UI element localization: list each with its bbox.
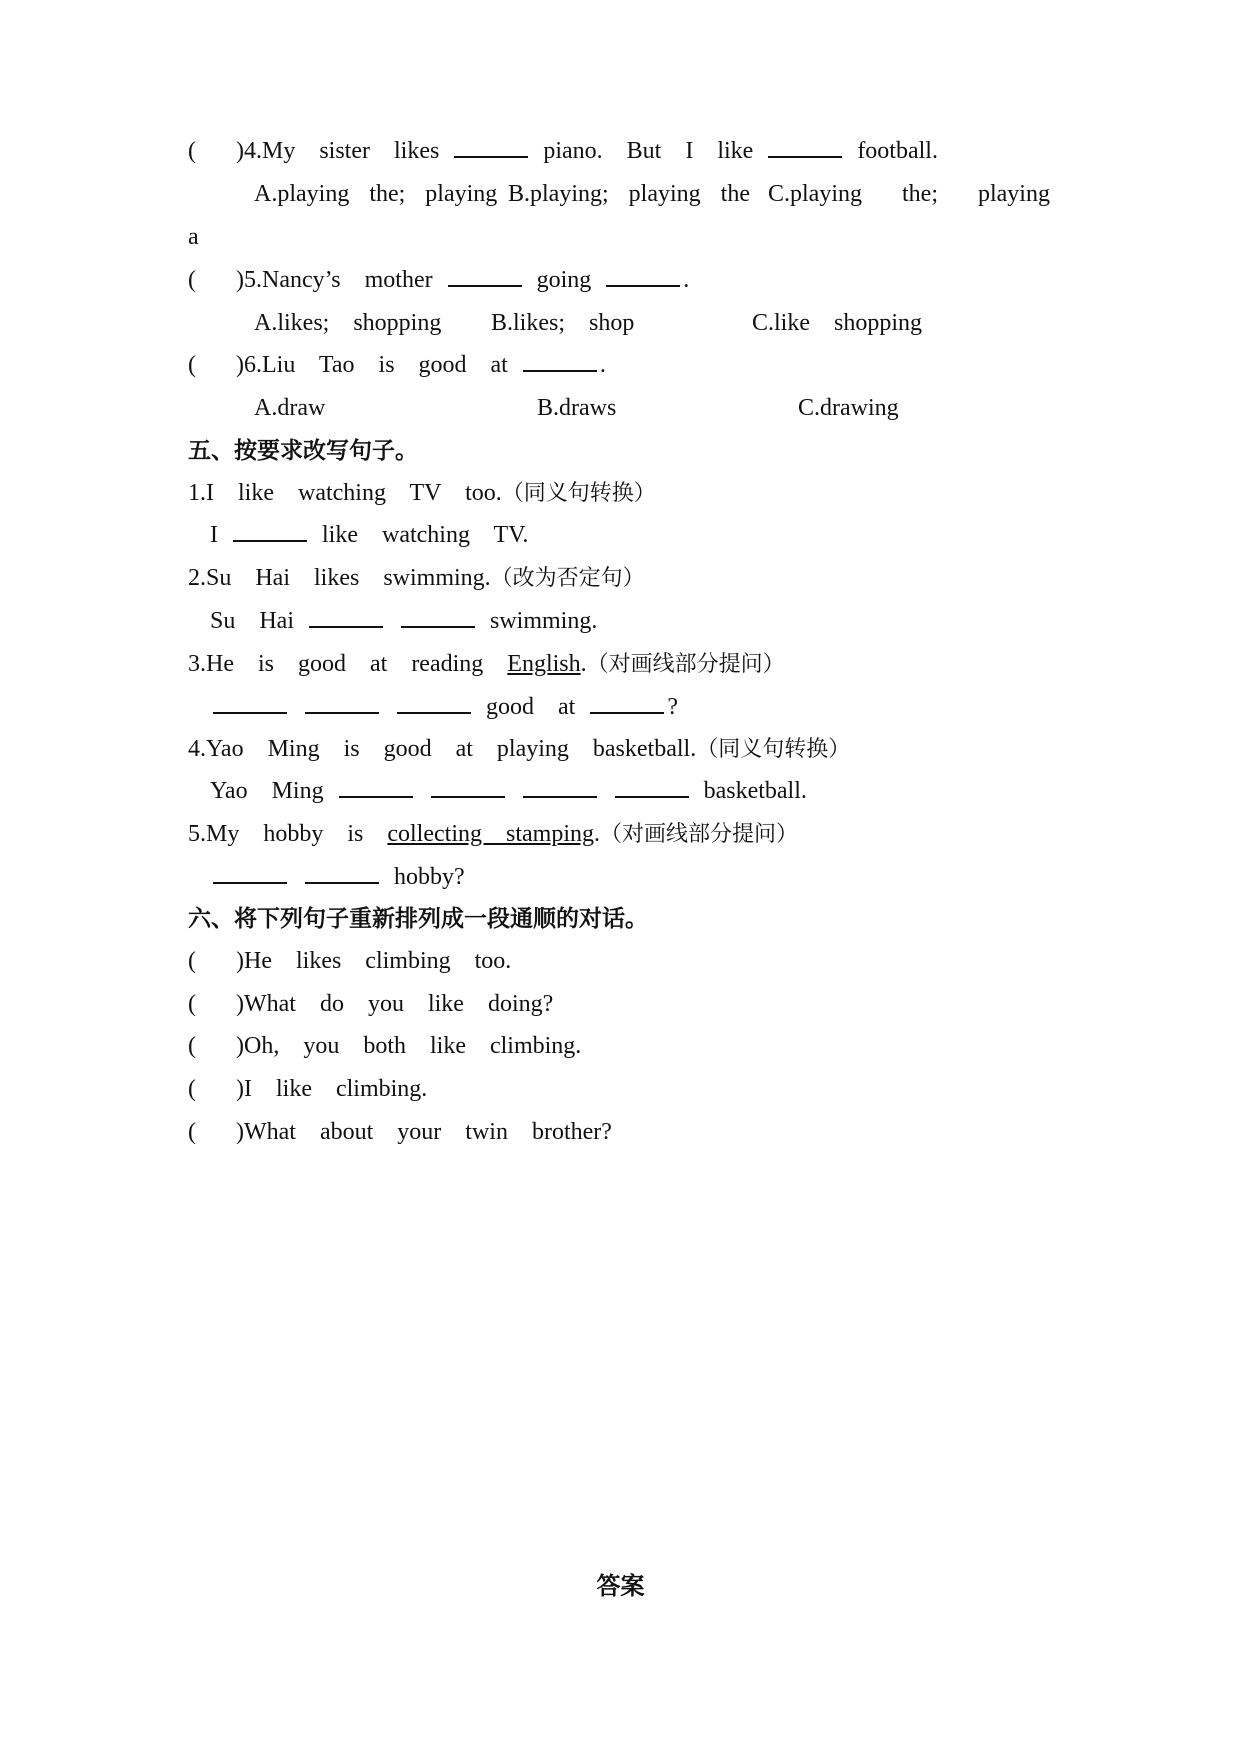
s5-item-2: 2.Su Hai likes swimming.（改为否定句） bbox=[188, 565, 645, 591]
s6-item: ( )Oh, you both like climbing. bbox=[188, 1033, 582, 1059]
s6-item: ( )I like climbing. bbox=[188, 1076, 428, 1102]
answer-blank[interactable] bbox=[606, 265, 680, 287]
option-b: B.draws bbox=[537, 395, 617, 421]
answer-blank[interactable] bbox=[454, 136, 528, 158]
question-4: ( )4.My sister likes piano. But I like football. bbox=[188, 138, 938, 164]
question-4-options-cont: a bbox=[188, 224, 199, 250]
answer-blank[interactable] bbox=[401, 606, 475, 628]
answer-blank[interactable] bbox=[431, 776, 505, 798]
answer-blank[interactable] bbox=[768, 136, 842, 158]
option-c: C.playing the; playing bbox=[768, 181, 1050, 207]
s5-item-4-answer: Yao Ming basketball. bbox=[210, 778, 807, 804]
answer-blank[interactable] bbox=[590, 692, 664, 714]
underlined-phrase: collecting stamping bbox=[387, 821, 594, 847]
question-6: ( )6.Liu Tao is good at . bbox=[188, 352, 606, 378]
answer-blank[interactable] bbox=[523, 350, 597, 372]
answer-blank[interactable] bbox=[233, 520, 307, 542]
option-c: C.like shopping bbox=[752, 310, 923, 336]
question-5: ( )5.Nancy’s mother going . bbox=[188, 267, 690, 293]
s5-item-5-answer: hobby? bbox=[210, 862, 465, 892]
answer-blank[interactable] bbox=[397, 692, 471, 714]
s5-item-1: 1.I like watching TV too.（同义句转换） bbox=[188, 480, 656, 506]
s5-item-5: 5.My hobby is collecting stamping.（对画线部分提问） bbox=[188, 821, 798, 847]
s5-item-2-answer: Su Hai swimming. bbox=[210, 608, 598, 634]
s5-item-3: 3.He is good at reading English.（对画线部分提问） bbox=[188, 651, 785, 677]
answer-blank[interactable] bbox=[213, 862, 287, 884]
option-a: A.draw bbox=[254, 395, 326, 421]
answer-blank[interactable] bbox=[339, 776, 413, 798]
answer-blank[interactable] bbox=[448, 265, 522, 287]
underlined-phrase: English bbox=[507, 651, 581, 677]
answer-blank[interactable] bbox=[615, 776, 689, 798]
answer-blank[interactable] bbox=[213, 692, 287, 714]
s6-item: ( )He likes climbing too. bbox=[188, 948, 512, 974]
answer-title: 答案 bbox=[596, 1572, 645, 1600]
section-6-heading: 六、将下列句子重新排列成一段通顺的对话。 bbox=[188, 906, 648, 932]
option-b: B.likes; shop bbox=[491, 310, 635, 336]
answer-blank[interactable] bbox=[305, 692, 379, 714]
option-c: C.drawing bbox=[798, 395, 899, 421]
s6-item: ( )What about your twin brother? bbox=[188, 1119, 612, 1145]
option-a: A.likes; shopping bbox=[254, 310, 442, 336]
option-a: A.playing the; playing bbox=[254, 181, 498, 207]
answer-blank[interactable] bbox=[305, 862, 379, 884]
section-5-heading: 五、按要求改写句子。 bbox=[188, 438, 418, 464]
answer-blank[interactable] bbox=[309, 606, 383, 628]
answer-blank[interactable] bbox=[523, 776, 597, 798]
s6-item: ( )What do you like doing? bbox=[188, 991, 554, 1017]
option-b: B.playing; playing the bbox=[508, 181, 750, 207]
s5-item-3-answer: good at ? bbox=[210, 692, 678, 722]
question-4-options bbox=[254, 179, 1050, 209]
s5-item-1-answer: I like watching TV. bbox=[210, 522, 529, 548]
question-6-options bbox=[254, 393, 899, 423]
s5-item-4: 4.Yao Ming is good at playing basketball.（同义句转换） bbox=[188, 736, 851, 762]
question-5-options bbox=[254, 308, 922, 338]
